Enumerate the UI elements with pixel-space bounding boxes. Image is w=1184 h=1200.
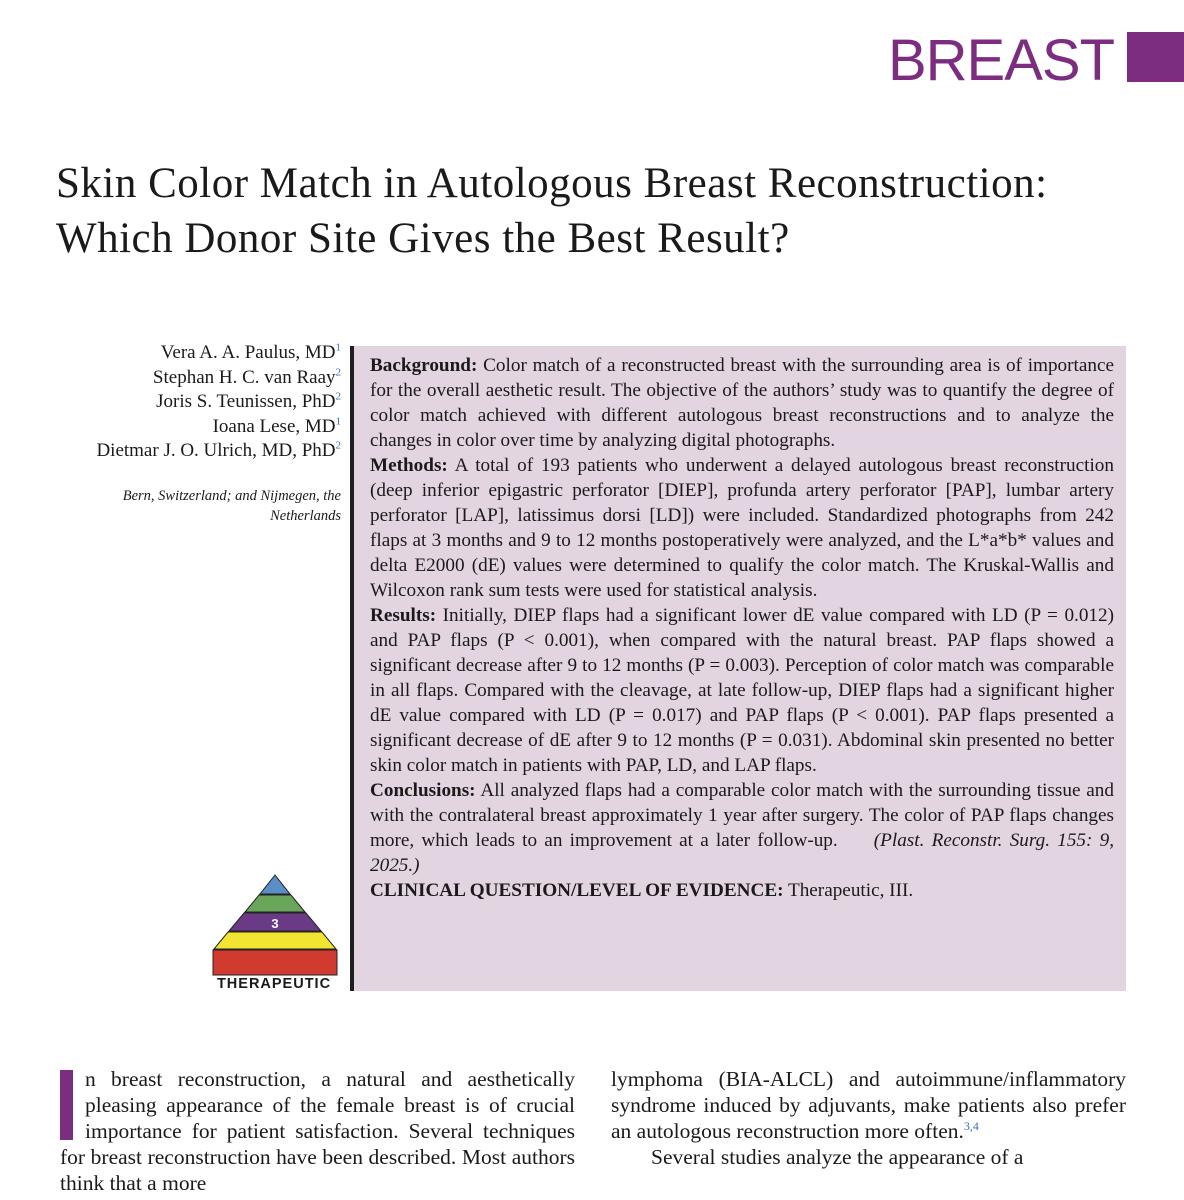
abstract-box (350, 346, 1126, 991)
abstract-clinical-question: CLINICAL QUESTION/LEVEL OF EVIDENCE: Therapeutic, III. (370, 880, 914, 901)
author: Dietmar J. O. Ulrich, MD, PhD$^2$ (96, 439, 341, 461)
body-column-2: lymphoma (BIA-ALCL) and autoimmune/inflammatory syndrome induced by adjuvants, make patients also prefer an autologous reconstruction more often.$^{3,4}$ Several studies analyze the appearance of a (611, 1067, 1126, 1169)
section-marker (1127, 32, 1184, 82)
abstract-results: Results: Initially, DIEP flaps had a significant lower dE value compared with LD (P = 0.012) and PAP flaps (P < 0.001), when compared with the natural breast. PAP flaps showed a significant decrease after 9 to 12 months (P = 0.003). Perception of color match was comparable in all flaps. Compared with the cleavage, at late follow-up, DIEP flaps had a significant higher dE value compared with LD (P = 0.017) and PAP flaps (P < 0.001). PAP flaps presented a significant decrease of dE after 9 to 12 months (P = 0.031). Abdominal skin presented no better skin color match in patients with PAP, LD, and LAP flaps. (370, 605, 1115, 776)
abstract-background: Background: Color match of a reconstructed breast with the surrounding area is of importance for the overall aesthetic result. The objective of the authors’ study was to quantify the degree of color match achieved with different autologous breast reconstructions and to analyze the changes in color over time by analyzing digital photographs. (370, 355, 1115, 451)
affiliations: Bern, Switzerland; and Nijmegen, the Netherlands (122, 488, 341, 524)
abstract-methods: Methods: A total of 193 patients who underwent a delayed autologous breast reconstruction (deep inferior epigastric perforator [DIEP], profunda artery perforator [PAP], lumbar artery perforator [LAP], latissimus dorsi [LD]) were included. Standardized photographs from 242 flaps at 3 months and 9 to 12 months postoperatively were analyzed, and the L*a*b* values and delta E2000 (dE) values were determined to qualify the color match. The Kruskal-Wallis and Wilcoxon rank sum tests were used for statistical analysis. (370, 455, 1114, 601)
level-of-evidence-pyramid-icon (212, 873, 338, 977)
drop-cap-marker (60, 1070, 73, 1140)
level-number: 3 (271, 916, 279, 931)
section-label: BREAST (887, 28, 1114, 93)
reference-link: 3,4 (963, 1118, 979, 1133)
author: Ioana Lese, $MD^1$ (212, 415, 341, 437)
author: Joris S. Teunissen, PhD$^2$ (156, 390, 341, 412)
level-of-evidence-label: THERAPEUTIC (216, 976, 332, 992)
body-column-1: n breast reconstruction, a natural and aesthetically pleasing appearance of the female breast is of crucial importance for patient satisfaction. Several techniques for breast reconstruction have been described. Most authors think that a more (60, 1067, 575, 1195)
author-list (96, 341, 341, 464)
abstract-conclusions: Conclusions: All analyzed flaps had a comparable color match with the surrounding tissue and with the contralateral breast approximately 1 year after surgery. The color of PAP flaps changes more, which leads to an improvement at a later follow-up. (Plast. Reconstr. Surg. 155: 9, 2025.) (370, 780, 1115, 876)
article-title: Skin Color Match in Autologous Breast Reconstruction: Which Donor Site Gives the Best Result? (56, 160, 1048, 262)
citation: (Plast. Reconstr. Surg. 155: 9, 2025.) (370, 830, 1115, 876)
author: Stephan H. C. van Raay$^2$ (152, 366, 341, 388)
author: Vera A. A. Paulus, $MD^1$ (160, 341, 341, 363)
